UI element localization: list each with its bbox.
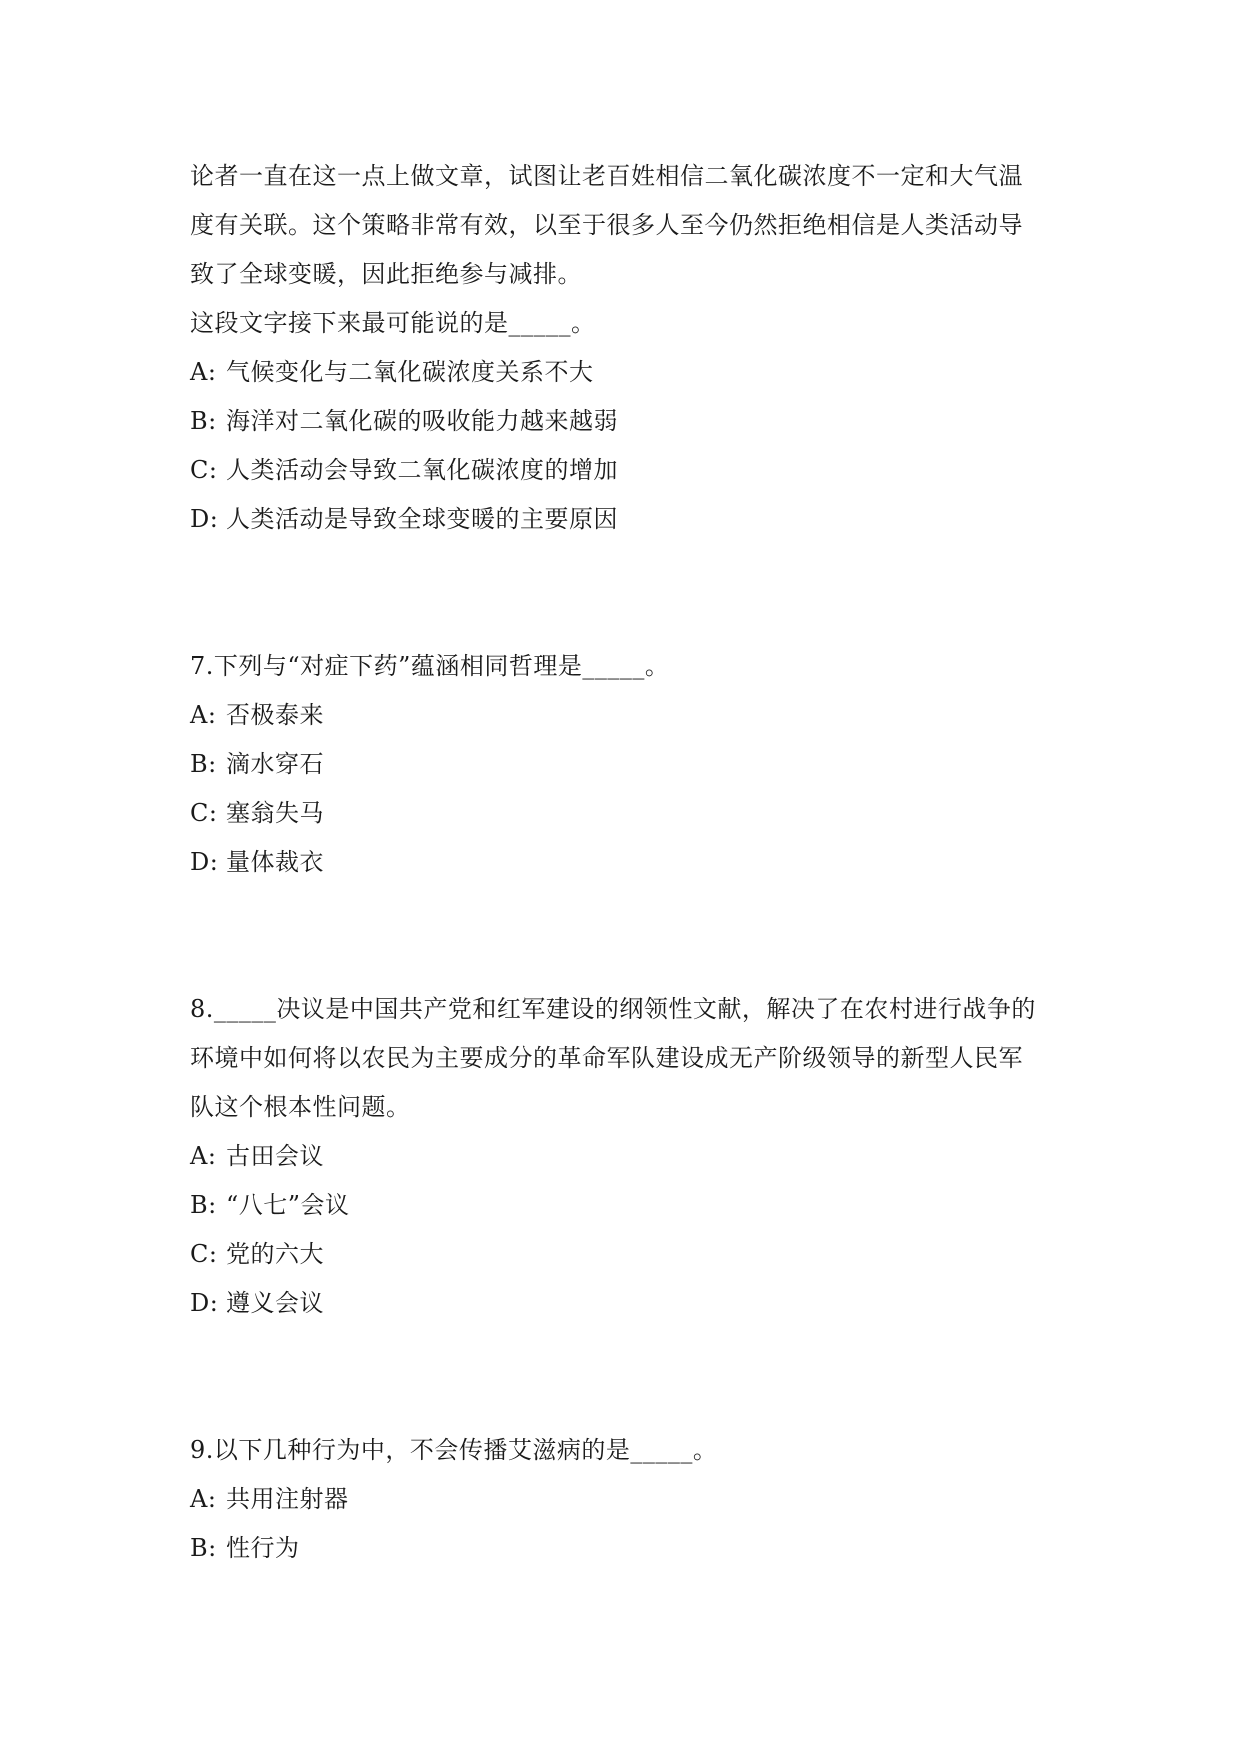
option-letter: B:	[190, 1534, 217, 1562]
option-text: 遵义会议	[226, 1289, 324, 1317]
question-stem-line: 致了全球变暖，因此拒绝参与减排。	[190, 260, 582, 288]
option-text: 量体裁衣	[226, 848, 324, 876]
question-9	[190, 1426, 1070, 1573]
option-letter: A:	[190, 701, 217, 729]
option-text: 古田会议	[226, 1142, 324, 1170]
question-stem-line: 论者一直在这一点上做文章，试图让老百姓相信二氧化碳浓度不一定和大气温	[190, 162, 1023, 190]
option-c	[190, 1230, 1070, 1279]
option-b	[190, 1181, 1070, 1230]
question-prompt: 这段文字接下来最可能说的是_____。	[190, 309, 596, 337]
question-stem-line: 队这个根本性问题。	[190, 1093, 411, 1121]
option-text: 滴水穿石	[226, 750, 324, 778]
question-spacer	[190, 544, 1070, 642]
option-a	[190, 1475, 1070, 1524]
option-text: 共用注射器	[226, 1485, 349, 1513]
option-text: 人类活动是导致全球变暖的主要原因	[226, 505, 618, 533]
option-text: 人类活动会导致二氧化碳浓度的增加	[226, 456, 618, 484]
option-letter: B:	[190, 407, 217, 435]
question-spacer	[190, 1328, 1070, 1426]
option-text: 海洋对二氧化碳的吸收能力越来越弱	[226, 407, 618, 435]
option-c	[190, 446, 1070, 495]
option-letter: D:	[190, 1289, 219, 1317]
option-b	[190, 740, 1070, 789]
option-letter: A:	[190, 1485, 217, 1513]
option-c	[190, 789, 1070, 838]
option-letter: D:	[190, 505, 219, 533]
document-page	[190, 152, 1070, 1573]
question-stem-line: 度有关联。这个策略非常有效，以至于很多人至今仍然拒绝相信是人类活动导	[190, 211, 1023, 239]
option-letter: A:	[190, 358, 217, 386]
option-text: 党的六大	[226, 1240, 324, 1268]
option-a	[190, 1132, 1070, 1181]
question-7	[190, 642, 1070, 887]
option-letter: B:	[190, 750, 217, 778]
option-b	[190, 397, 1070, 446]
question-stem-line: 9.以下几种行为中，不会传播艾滋病的是_____。	[190, 1436, 718, 1464]
question-stem-line: 环境中如何将以农民为主要成分的革命军队建设成无产阶级领导的新型人民军	[190, 1044, 1023, 1072]
option-letter: D:	[190, 848, 219, 876]
option-letter: C:	[190, 799, 218, 827]
option-b	[190, 1524, 1070, 1573]
question-8	[190, 985, 1070, 1328]
option-text: 否极泰来	[226, 701, 324, 729]
option-d	[190, 1279, 1070, 1328]
question-stem-line: 7.下列与“对症下药”蕴涵相同哲理是_____。	[190, 652, 670, 680]
question-6	[190, 152, 1070, 544]
option-text: 气候变化与二氧化碳浓度关系不大	[226, 358, 594, 386]
option-letter: C:	[190, 1240, 218, 1268]
option-text: 性行为	[226, 1534, 300, 1562]
option-letter: B:	[190, 1191, 217, 1219]
option-a	[190, 348, 1070, 397]
option-d	[190, 495, 1070, 544]
question-spacer	[190, 887, 1070, 985]
option-text: “八七”会议	[226, 1191, 350, 1219]
option-text: 塞翁失马	[226, 799, 324, 827]
question-stem-line: 8._____决议是中国共产党和红军建设的纲领性文献，解决了在农村进行战争的	[190, 995, 1036, 1023]
option-a	[190, 691, 1070, 740]
option-letter: C:	[190, 456, 218, 484]
option-d	[190, 838, 1070, 887]
option-letter: A:	[190, 1142, 217, 1170]
